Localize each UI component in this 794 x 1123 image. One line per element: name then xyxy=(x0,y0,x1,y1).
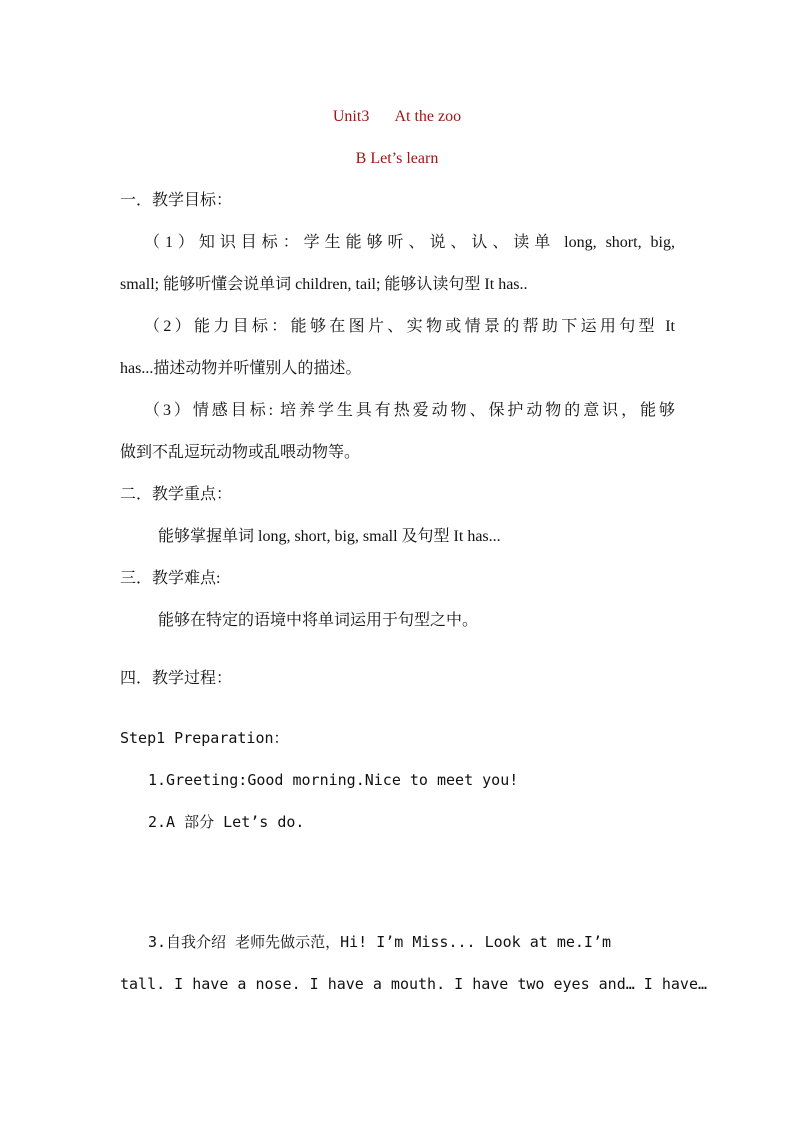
step1-heading: Step1 Preparation： xyxy=(120,729,289,747)
step1-self-intro-line2: tall. I have a nose. I have a mouth. I have two eyes and… I have… xyxy=(120,975,707,993)
heading-objectives: 一．教学目标： xyxy=(120,192,233,209)
key-points-content: 能够掌握单词 long, short, big, small 及句型 It has... xyxy=(158,528,501,545)
objective-knowledge-line2: small; 能够听懂会说单词 children, tail; 能够认读句型 It has.. xyxy=(120,276,528,293)
heading-process: 四．教学过程： xyxy=(120,670,233,687)
objective-ability-line2: has...描述动物并听懂别人的描述。 xyxy=(120,360,362,377)
objective-emotion-line2: 做到不乱逗玩动物或乱喂动物等。 xyxy=(120,444,361,461)
unit-number: Unit3 xyxy=(332,108,370,125)
lesson-subtitle: B Let’s learn xyxy=(355,150,439,167)
unit-topic: At the zoo xyxy=(394,108,462,125)
step1-lets-do: 2.A 部分 Let’s do. xyxy=(148,813,305,831)
heading-difficulties: 三．教学难点: xyxy=(120,570,221,587)
heading-key-points: 二．教学重点： xyxy=(120,486,233,503)
step1-greeting: 1.Greeting:Good morning.Nice to meet you! xyxy=(148,771,519,789)
objective-knowledge-line1: （1）知识目标：学生能够听、说、认、读单 long, short, big, xyxy=(144,234,675,251)
objective-ability-line1: （2）能力目标：能够在图片、实物或情景的帮助下运用句型 It xyxy=(144,318,675,335)
objective-emotion-line1: （3）情感目标: 培养学生具有热爱动物、保护动物的意识，能够 xyxy=(144,402,675,419)
unit-title xyxy=(0,106,794,128)
step1-self-intro-line1: 3.自我介绍 老师先做示范，Hi! I’m Miss... Look at me.I’m xyxy=(148,933,612,951)
difficulties-content: 能够在特定的语境中将单词运用于句型之中。 xyxy=(158,612,479,629)
